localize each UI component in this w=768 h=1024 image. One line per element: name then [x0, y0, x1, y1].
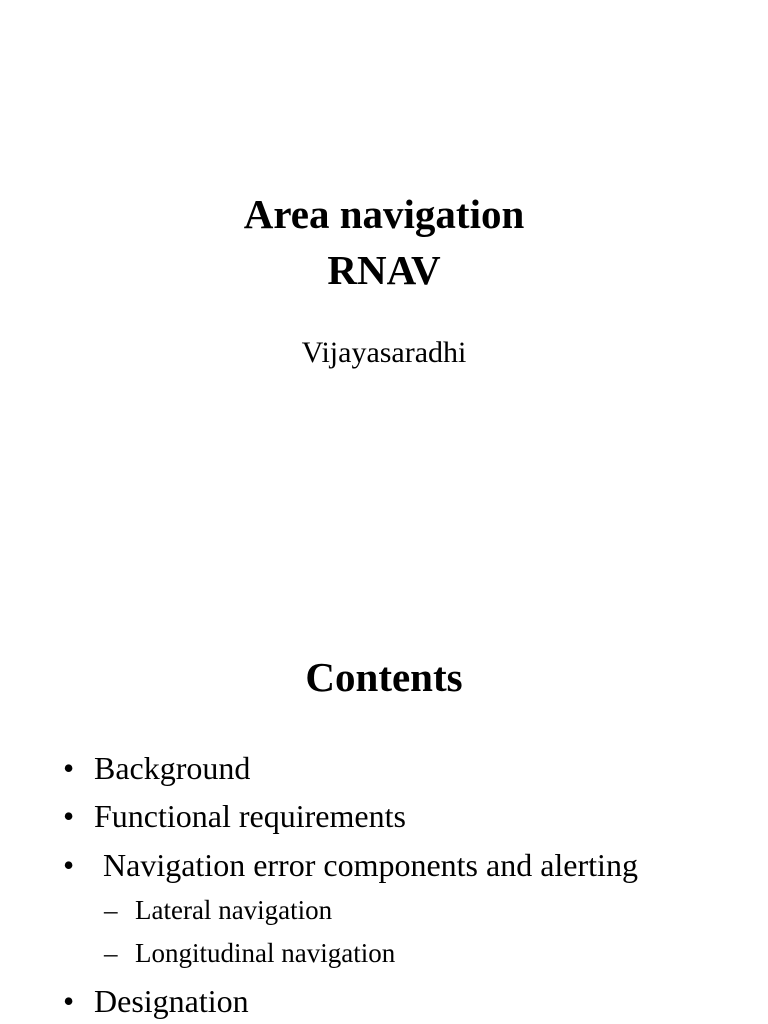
list-item-label: Navigation error components and alerting — [103, 847, 638, 883]
list-item-label: Background — [94, 750, 251, 786]
sub-item-label: Longitudinal navigation — [135, 938, 396, 968]
bullet-marker: • — [63, 983, 75, 1019]
contents-heading: Contents — [305, 654, 463, 700]
title-line-1: Area navigation — [243, 191, 525, 237]
sub-item-label: Lateral navigation — [135, 895, 333, 925]
list-item-label: Designation — [94, 983, 249, 1019]
bullet-marker: • — [63, 847, 75, 883]
bullet-marker: • — [63, 798, 75, 834]
dash-marker: – — [104, 938, 118, 968]
bullet-marker: • — [63, 750, 75, 786]
list-item-label: Functional requirements — [94, 798, 406, 834]
author-name: Vijayasaradhi — [301, 336, 467, 369]
title-line-2: RNAV — [327, 247, 441, 293]
dash-marker: – — [104, 895, 118, 925]
